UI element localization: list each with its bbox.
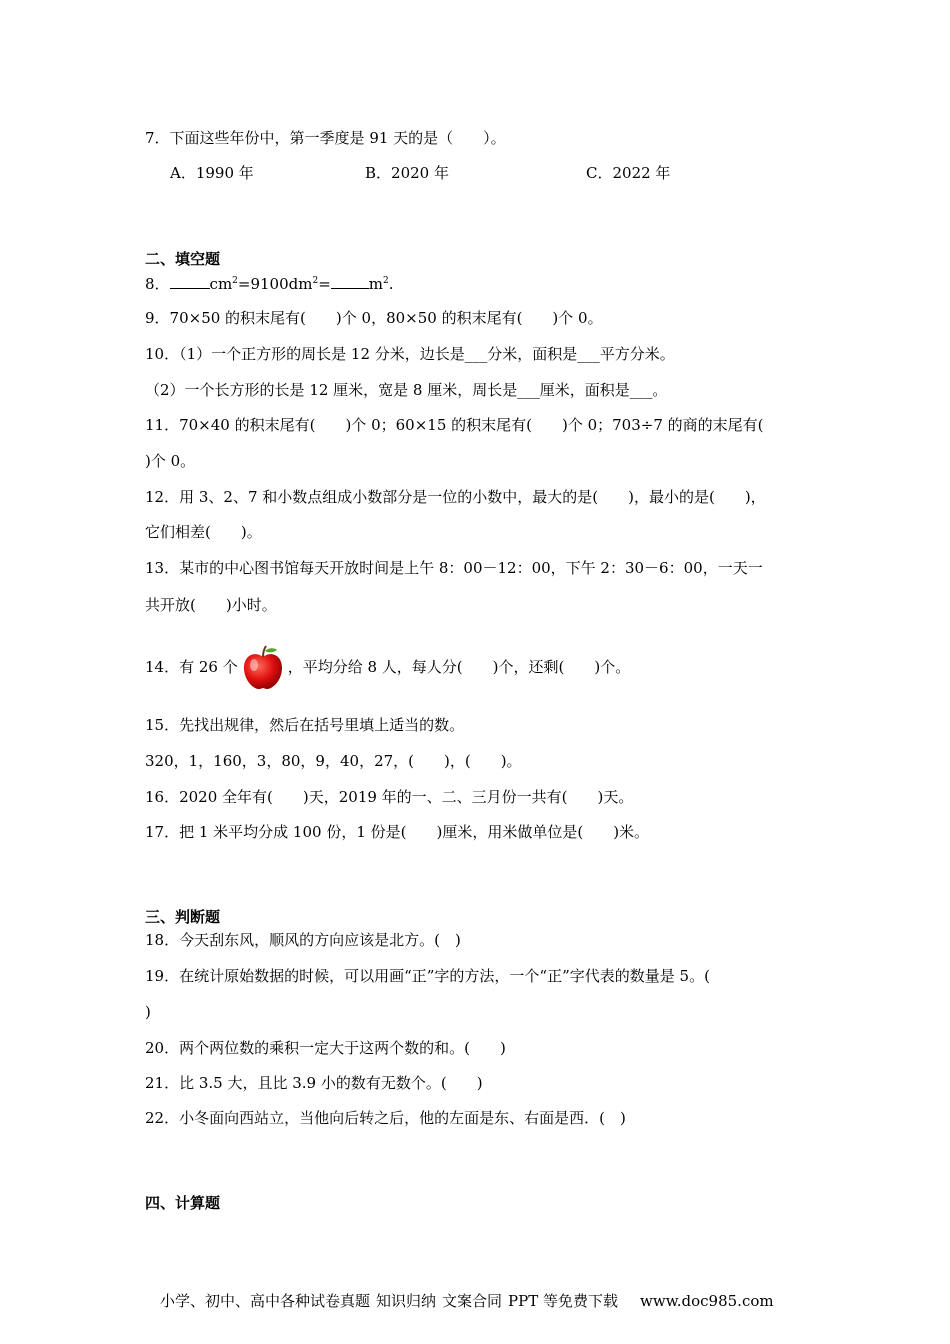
footer-website: www.doc985.com <box>640 1292 774 1310</box>
option-c: C．2022 年 <box>586 164 671 182</box>
question-11-line-1: 11．70×40 的积末尾有( )个 0；60×15 的积末尾有( )个 0；703÷7 的商的末尾有( <box>145 416 764 434</box>
question-13-line-2: 共开放( )小时。 <box>145 596 277 614</box>
question-22: 22．小冬面向西站立，当他向后转之后，他的左面是东、右面是西．( ) <box>145 1109 626 1127</box>
question-7: 7．下面这些年份中，第一季度是 91 天的是（ ）。 <box>145 129 506 147</box>
question-14-part-2: ，平均分给 8 人，每人分( )个，还剩( )个。 <box>287 658 631 676</box>
question-19-line-2: ) <box>145 1003 151 1021</box>
equals: = <box>318 275 331 293</box>
footer-text-4: PPT 等免费下载 <box>508 1292 619 1310</box>
page-footer <box>160 1291 774 1311</box>
question-14-part-1: 14．有 26 个 <box>145 658 238 676</box>
question-16: 16．2020 全年有( )天，2019 年的一、二、三月份一共有( )天。 <box>145 788 634 806</box>
question-12-line-1: 12．用 3、2、7 和小数点组成小数部分是一位的小数中，最大的是( )，最小的是( )， <box>145 488 766 506</box>
question-17: 17．把 1 米平均分成 100 份，1 份是( )厘米，用米做单位是( )米。 <box>145 823 650 841</box>
section-heading-fill-in: 二、填空题 <box>145 250 221 268</box>
question-12-line-2: 它们相差( )。 <box>145 523 262 541</box>
question-20: 20．两个两位数的乘积一定大于这两个数的和。( ) <box>145 1039 506 1057</box>
section-heading-calculation: 四、计算题 <box>145 1194 221 1212</box>
question-13-line-1: 13．某市的中心图书馆每天开放时间是上午 8：00－12：00，下午 2：30－6：00，一天一 <box>145 559 763 577</box>
question-21: 21．比 3.5 大，且比 3.9 小的数有无数个。( ) <box>145 1074 483 1092</box>
question-10-line-2: （2）一个长方形的长是 12 厘米，宽是 8 厘米，周长是___厘米，面积是___。 <box>145 381 668 399</box>
question-10-line-1: 10．（1）一个正方形的周长是 12 分米，边长是___分米，面积是___平方分米。 <box>145 345 675 363</box>
option-b: B．2020 年 <box>365 164 449 182</box>
question-11-line-2: )个 0。 <box>145 452 196 470</box>
blank <box>331 273 369 289</box>
question-9: 9．70×50 的积末尾有( )个 0，80×50 的积末尾有( )个 0。 <box>145 309 603 327</box>
section-heading-true-false: 三、判断题 <box>145 908 221 926</box>
superscript: 2 <box>312 276 319 286</box>
value-9100dm: =9100dm <box>237 275 313 293</box>
question-14 <box>145 644 630 691</box>
apple-icon <box>240 645 286 691</box>
superscript: 2 <box>383 276 389 286</box>
blank <box>170 273 210 289</box>
question-8-number: 8． <box>145 275 170 293</box>
footer-text-1: 小学、初中、高中各种试卷真题 <box>160 1292 371 1310</box>
footer-text-2: 知识归纳 <box>376 1292 437 1310</box>
question-15-sequence: 320，1，160，3，80，9，40，27，( )，( )。 <box>145 752 522 770</box>
question-15-line-1: 15．先找出规律，然后在括号里填上适当的数。 <box>145 716 465 734</box>
option-a: A．1990 年 <box>170 164 254 182</box>
period: . <box>388 275 394 293</box>
unit-m: m <box>368 275 384 293</box>
unit-cm: cm <box>209 275 233 293</box>
superscript: 2 <box>232 276 238 286</box>
question-18: 18．今天刮东风，顺风的方向应该是北方。( ) <box>145 931 461 949</box>
question-19-line-1: 19．在统计原始数据的时候，可以用画“正”字的方法，一个“正”字代表的数量是 5。( <box>145 967 710 985</box>
question-8 <box>145 273 394 294</box>
footer-text-3: 文案合同 <box>442 1292 503 1310</box>
